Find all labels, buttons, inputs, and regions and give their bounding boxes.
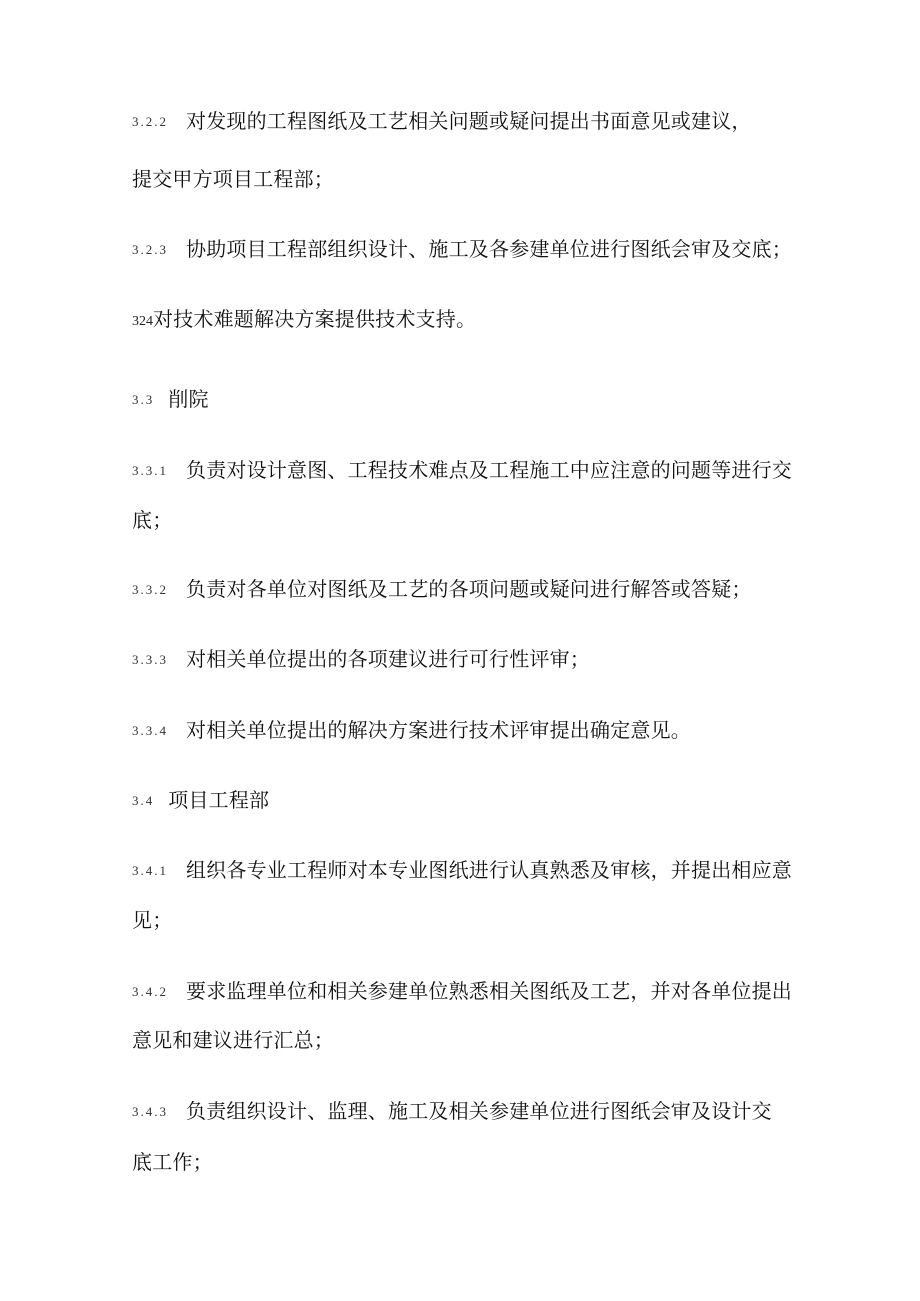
clause-number: 3.3.1 xyxy=(132,463,168,478)
clause-text: 负责组织设计、监理、施工及相关参建单位进行图纸会审及设计交 xyxy=(186,1099,772,1123)
clause-3-4-1-continued xyxy=(132,906,172,934)
clause-text: 底； xyxy=(132,508,173,532)
clause-3-2-2-continued xyxy=(132,165,334,193)
clause-3-3-1 xyxy=(132,456,792,485)
clause-number: 3.3.4 xyxy=(132,723,168,738)
clause-text: 负责对设计意图、工程技术难点及工程施工中应注意的问题等进行交 xyxy=(186,458,792,482)
clause-text: 负责对各单位对图纸及工艺的各项问题或疑问进行解答或答疑； xyxy=(186,577,752,601)
clause-3-4-3-continued xyxy=(132,1148,213,1176)
section-title: 项目工程部 xyxy=(168,788,270,812)
clause-text: 对相关单位提出的各项建议进行可行性评审； xyxy=(186,647,590,671)
clause-number: 3.4.1 xyxy=(132,863,168,878)
clause-text: 意见和建议进行汇总； xyxy=(132,1028,334,1052)
clause-number: 3.2.3 xyxy=(132,242,168,257)
clause-text: 底工作； xyxy=(132,1150,213,1174)
clause-number: 3.3.2 xyxy=(132,582,168,597)
clause-text: 对相关单位提出的解决方案进行技术评审提出确定意见。 xyxy=(186,718,691,742)
clause-text: 对技术难题解决方案提供技术支持。 xyxy=(153,307,477,331)
clause-text: 见； xyxy=(132,908,173,932)
clause-text: 协助项目工程部组织设计、施工及各参建单位进行图纸会审及交底； xyxy=(186,237,792,261)
clause-number: 3.2.2 xyxy=(132,114,168,129)
section-number: 3.3 xyxy=(132,392,155,407)
clause-3-4-1 xyxy=(132,856,792,885)
section-3-4-heading xyxy=(132,786,269,815)
clause-number: 3.4.3 xyxy=(132,1104,168,1119)
clause-text: 提交甲方项目工程部； xyxy=(132,167,334,191)
clause-3-3-3 xyxy=(132,645,590,674)
clause-3-3-2 xyxy=(132,575,752,604)
section-title: 削院 xyxy=(168,387,209,411)
clause-3-4-3 xyxy=(132,1097,772,1126)
clause-3-4-2-continued xyxy=(132,1026,334,1054)
clause-3-3-1-continued xyxy=(132,506,172,534)
clause-text: 对发现的工程图纸及工艺相关问题或疑问提出书面意见或建议， xyxy=(186,109,752,133)
section-number: 3.4 xyxy=(132,793,155,808)
clause-text: 组织各专业工程师对本专业图纸进行认真熟悉及审核，并提出相应意 xyxy=(186,858,792,882)
clause-number: 3.4.2 xyxy=(132,984,168,999)
clause-3-3-4 xyxy=(132,716,691,745)
clause-3-4-2 xyxy=(132,977,792,1006)
clause-3-2-2 xyxy=(132,107,752,136)
section-3-3-heading xyxy=(132,385,209,414)
clause-number: 324 xyxy=(132,314,153,329)
clause-number: 3.3.3 xyxy=(132,652,168,667)
clause-3-2-3 xyxy=(132,235,792,264)
clause-3-2-4 xyxy=(132,305,476,336)
clause-text: 要求监理单位和相关参建单位熟悉相关图纸及工艺，并对各单位提出 xyxy=(186,979,792,1003)
